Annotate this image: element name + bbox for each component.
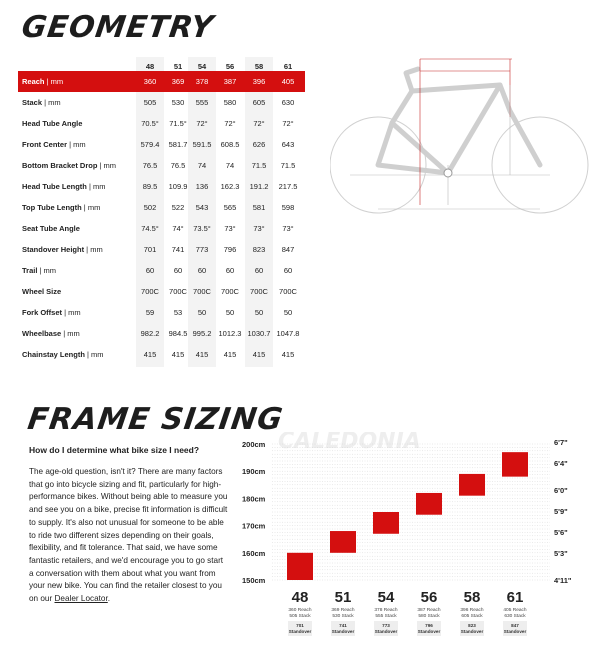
row-value: 701 bbox=[143, 245, 157, 254]
dealer-locator-link[interactable]: Dealer Locator bbox=[54, 594, 108, 604]
standover-value: 847 bbox=[511, 623, 519, 628]
caledonia-watermark: CALEDONIA bbox=[278, 432, 421, 454]
row-value: 1047.8 bbox=[276, 329, 300, 338]
y-left-label: 200cm bbox=[242, 440, 266, 449]
row-value: 396 bbox=[252, 77, 266, 86]
standover-value: 773 bbox=[382, 623, 390, 628]
row-value: 580 bbox=[223, 98, 237, 107]
row-value: 502 bbox=[143, 203, 157, 212]
standover-label: Standover bbox=[331, 629, 355, 634]
row-value: 995.2 bbox=[192, 329, 212, 338]
row-value: 70.5° bbox=[141, 119, 159, 128]
row-value: 581.7 bbox=[168, 140, 188, 149]
y-left-label: 180cm bbox=[242, 494, 266, 504]
size-bar bbox=[416, 493, 442, 515]
row-value: 72° bbox=[282, 119, 294, 128]
y-right-label: 6'0" bbox=[554, 486, 568, 496]
y-right-label: 4'11" bbox=[554, 576, 572, 585]
geometry-row bbox=[18, 218, 305, 239]
row-value: 608.5 bbox=[220, 140, 240, 149]
row-value: 505 bbox=[143, 98, 157, 107]
stack-label: 630 Stack bbox=[504, 614, 526, 619]
row-value: 71.5° bbox=[169, 119, 187, 128]
row-value: 60 bbox=[145, 266, 155, 275]
row-value: 72° bbox=[196, 119, 208, 128]
size-header: 61 bbox=[283, 62, 293, 71]
row-label: Top Tube Length | mm bbox=[22, 203, 101, 212]
row-value: 74.5° bbox=[141, 224, 159, 233]
row-label: Front Center | mm bbox=[22, 140, 86, 149]
row-value: 626 bbox=[252, 140, 266, 149]
stack-label: 530 Stack bbox=[332, 614, 354, 619]
row-value: 60 bbox=[173, 266, 183, 275]
row-value: 73° bbox=[282, 224, 294, 233]
row-value: 387 bbox=[223, 77, 237, 86]
row-value: 565 bbox=[223, 203, 237, 212]
row-value: 73.5° bbox=[193, 224, 211, 233]
row-value: 76.5 bbox=[170, 161, 186, 170]
row-value: 700C bbox=[141, 287, 159, 296]
standover-value: 796 bbox=[425, 623, 433, 628]
row-value: 378 bbox=[195, 77, 209, 86]
row-value: 50 bbox=[225, 308, 235, 317]
geometry-row bbox=[18, 92, 305, 113]
size-label: 61 bbox=[506, 589, 524, 606]
row-value: 700C bbox=[221, 287, 239, 296]
reach-label: 360 Reach bbox=[288, 608, 312, 613]
row-label: Reach | mm bbox=[22, 77, 64, 86]
row-value: 415 bbox=[143, 350, 157, 359]
standover-value: 701 bbox=[296, 623, 304, 628]
row-value: 72° bbox=[224, 119, 236, 128]
row-value: 72° bbox=[253, 119, 265, 128]
row-value: 415 bbox=[223, 350, 237, 359]
row-value: 543 bbox=[195, 203, 209, 212]
frame-sizing-title: FRAME SIZING bbox=[25, 402, 286, 437]
size-label: 51 bbox=[334, 589, 352, 606]
stack-label: 580 Stack bbox=[418, 614, 440, 619]
standover-label: Standover bbox=[288, 629, 312, 634]
standover-value: 823 bbox=[468, 623, 476, 628]
row-label: Chainstay Length | mm bbox=[22, 350, 104, 359]
row-value: 50 bbox=[254, 308, 264, 317]
reach-label: 378 Reach bbox=[374, 608, 398, 613]
geometry-row bbox=[18, 71, 305, 92]
row-value: 591.5 bbox=[192, 140, 212, 149]
y-left-label: 170cm bbox=[242, 521, 266, 531]
row-value: 60 bbox=[225, 266, 235, 275]
row-value: 191.2 bbox=[249, 182, 269, 191]
row-value: 982.2 bbox=[140, 329, 160, 338]
row-label: Head Tube Angle bbox=[22, 119, 83, 128]
stack-label: 505 Stack bbox=[289, 614, 311, 619]
row-value: 415 bbox=[252, 350, 266, 359]
row-value: 823 bbox=[252, 245, 266, 254]
bike-geometry-diagram bbox=[330, 55, 592, 215]
geometry-row bbox=[18, 302, 305, 323]
reach-label: 405 Reach bbox=[503, 608, 527, 613]
size-header: 51 bbox=[173, 62, 183, 71]
row-value: 415 bbox=[195, 350, 209, 359]
row-value: 530 bbox=[171, 98, 185, 107]
row-value: 136 bbox=[195, 182, 209, 191]
row-value: 71.5 bbox=[280, 161, 296, 170]
row-value: 630 bbox=[281, 98, 295, 107]
row-value: 984.5 bbox=[168, 329, 188, 338]
standover-label: Standover bbox=[374, 629, 398, 634]
row-value: 605 bbox=[252, 98, 266, 107]
sizing-body bbox=[29, 466, 229, 606]
size-label: 48 bbox=[291, 589, 309, 606]
size-bar bbox=[287, 553, 313, 580]
row-label: Head Tube Length | mm bbox=[22, 182, 106, 191]
geometry-row bbox=[18, 260, 305, 281]
row-value: 50 bbox=[283, 308, 293, 317]
standover-label: Standover bbox=[460, 629, 484, 634]
y-left-label: 190cm bbox=[242, 467, 266, 477]
row-value: 415 bbox=[281, 350, 295, 359]
row-value: 598 bbox=[281, 203, 295, 212]
sizing-body-end: . bbox=[107, 594, 111, 604]
bike-frame bbox=[378, 69, 540, 173]
row-value: 59 bbox=[145, 308, 155, 317]
row-label: Seat Tube Angle bbox=[22, 224, 80, 233]
row-value: 773 bbox=[195, 245, 209, 254]
y-right-label: 6'7" bbox=[554, 438, 568, 448]
row-value: 1030.7 bbox=[247, 329, 271, 338]
row-value: 74° bbox=[172, 224, 184, 233]
row-label: Stack | mm bbox=[22, 98, 61, 107]
row-label: Bottom Bracket Drop | mm bbox=[22, 161, 117, 170]
y-right-label: 5'9" bbox=[554, 507, 568, 517]
row-label: Fork Offset | mm bbox=[22, 308, 81, 317]
row-value: 71.5 bbox=[251, 161, 267, 170]
y-right-label: 5'3" bbox=[554, 548, 568, 558]
row-value: 89.5 bbox=[142, 182, 158, 191]
size-header: 54 bbox=[197, 62, 207, 71]
row-value: 522 bbox=[171, 203, 185, 212]
size-bar bbox=[373, 512, 399, 534]
row-value: 700C bbox=[279, 287, 297, 296]
y-left-label: 160cm bbox=[242, 548, 266, 558]
reach-label: 387 Reach bbox=[417, 608, 441, 613]
row-value: 369 bbox=[171, 77, 185, 86]
frame-sizing-chart bbox=[240, 432, 585, 642]
row-value: 53 bbox=[173, 308, 183, 317]
sizing-body-text: The age-old question, isn't it? There are many factors that go into bicycle sizing and fit, particularly for high-performance bikes. Without being able to measure you and see you on a bike, precise fit information is difficult to supply. It's also not unusual for someone to be able to ride two different sizes depending on their goals, flexibility, and fit tolerance. That said, we have some fantastic retailers, and we'd encourage you to go start a conversation with them about what you want from your new bike. You can find the retailer closest to you on our bbox=[29, 467, 228, 604]
row-value: 60 bbox=[283, 266, 293, 275]
row-value: 60 bbox=[254, 266, 264, 275]
standover-value: 741 bbox=[339, 623, 347, 628]
size-header: 56 bbox=[225, 62, 235, 71]
row-value: 109.9 bbox=[168, 182, 188, 191]
row-value: 360 bbox=[143, 77, 157, 86]
size-bar bbox=[330, 531, 356, 553]
row-value: 50 bbox=[197, 308, 207, 317]
y-right-label: 6'4" bbox=[554, 459, 568, 469]
row-value: 74 bbox=[197, 161, 207, 170]
geometry-row bbox=[18, 155, 305, 176]
geometry-row bbox=[18, 176, 305, 197]
size-label: 58 bbox=[463, 589, 481, 606]
row-value: 741 bbox=[171, 245, 185, 254]
row-value: 1012.3 bbox=[218, 329, 242, 338]
standover-label: Standover bbox=[417, 629, 441, 634]
geometry-row bbox=[18, 323, 305, 344]
row-value: 643 bbox=[281, 140, 295, 149]
y-left-label: 150cm bbox=[242, 576, 266, 585]
row-value: 415 bbox=[171, 350, 185, 359]
row-label: Standover Height | mm bbox=[22, 245, 103, 254]
size-header: 58 bbox=[254, 62, 264, 71]
geometry-row bbox=[18, 197, 305, 218]
row-value: 217.5 bbox=[278, 182, 298, 191]
standover-label: Standover bbox=[503, 629, 527, 634]
row-value: 73° bbox=[253, 224, 265, 233]
geometry-row bbox=[18, 113, 305, 134]
geometry-row bbox=[18, 239, 305, 260]
geometry-row bbox=[18, 134, 305, 155]
stack-label: 555 Stack bbox=[375, 614, 397, 619]
row-value: 847 bbox=[281, 245, 295, 254]
row-value: 162.3 bbox=[220, 182, 240, 191]
row-value: 74 bbox=[225, 161, 235, 170]
size-bar bbox=[459, 474, 485, 496]
geometry-row bbox=[18, 344, 305, 365]
row-label: Wheelbase | mm bbox=[22, 329, 80, 338]
row-value: 405 bbox=[281, 77, 295, 86]
geometry-row bbox=[18, 281, 305, 302]
size-label: 56 bbox=[420, 589, 438, 606]
row-value: 579.4 bbox=[140, 140, 160, 149]
row-value: 700C bbox=[250, 287, 268, 296]
reach-label: 396 Reach bbox=[460, 608, 484, 613]
row-value: 796 bbox=[223, 245, 237, 254]
size-bar bbox=[502, 452, 528, 476]
row-value: 700C bbox=[169, 287, 187, 296]
row-value: 76.5 bbox=[142, 161, 158, 170]
row-label: Trail | mm bbox=[22, 266, 57, 275]
row-value: 60 bbox=[197, 266, 207, 275]
size-label: 54 bbox=[377, 589, 395, 606]
row-label: Wheel Size bbox=[22, 287, 62, 296]
row-value: 555 bbox=[195, 98, 209, 107]
stack-label: 605 Stack bbox=[461, 614, 483, 619]
row-value: 73° bbox=[224, 224, 236, 233]
y-right-label: 5'6" bbox=[554, 528, 568, 538]
reach-label: 369 Reach bbox=[331, 608, 355, 613]
row-value: 700C bbox=[193, 287, 211, 296]
size-header: 48 bbox=[145, 62, 155, 71]
sizing-question: How do I determine what bike size I need? bbox=[29, 445, 200, 455]
row-value: 581 bbox=[252, 203, 266, 212]
geometry-title: GEOMETRY bbox=[19, 10, 216, 45]
